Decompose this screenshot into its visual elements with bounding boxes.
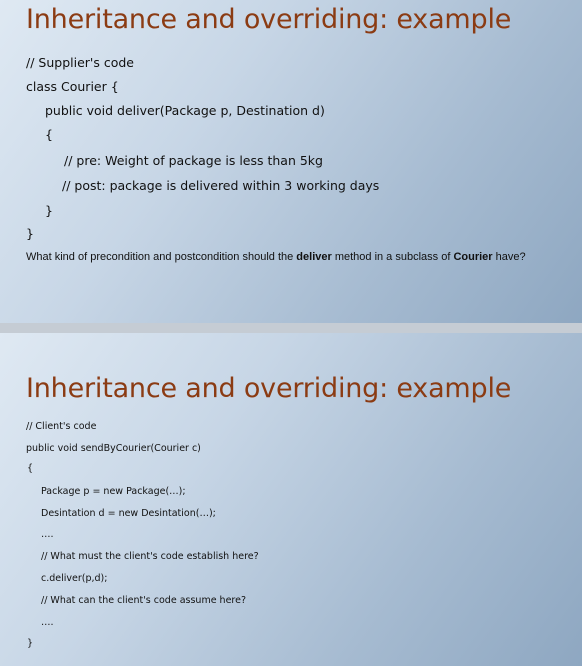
code-comment-supplier: // Supplier's code bbox=[26, 55, 134, 70]
code-open-brace: { bbox=[45, 127, 53, 142]
slide-client-code bbox=[0, 333, 582, 666]
code-package-line: Package p = new Package(…); bbox=[41, 486, 186, 497]
slide-title: Inheritance and overriding: example bbox=[26, 373, 512, 404]
question-part: have? bbox=[492, 251, 526, 263]
slide-supplier-code bbox=[0, 0, 582, 323]
code-assume-comment: // What can the client's code assume here? bbox=[41, 595, 247, 606]
code-method-signature: public void deliver(Package p, Destination d) bbox=[45, 103, 325, 118]
code-ellipsis: …. bbox=[41, 529, 54, 540]
question-text bbox=[26, 252, 556, 263]
slide-title: Inheritance and overriding: example bbox=[26, 4, 512, 35]
code-class-declaration: class Courier { bbox=[26, 79, 119, 94]
code-establish-comment: // What must the client's code establish here? bbox=[41, 551, 259, 562]
code-open-brace: { bbox=[27, 463, 34, 474]
code-close-brace-class: } bbox=[26, 226, 34, 241]
code-comment-client: // Client's code bbox=[26, 421, 97, 432]
code-postcondition: // post: package is delivered within 3 working days bbox=[62, 178, 380, 193]
code-deliver-call: c.deliver(p,d); bbox=[41, 573, 108, 584]
code-destination-line: Desintation d = new Desintation(…); bbox=[41, 508, 216, 519]
code-method-signature: public void sendByCourier(Courier c) bbox=[26, 443, 201, 454]
code-close-brace: } bbox=[27, 638, 34, 649]
question-class-name: Courier bbox=[453, 251, 493, 263]
question-part: method in a subclass of bbox=[331, 251, 454, 263]
slide-separator bbox=[0, 323, 582, 333]
code-close-brace-method: } bbox=[45, 203, 53, 218]
question-method-name: deliver bbox=[296, 251, 332, 263]
question-part: What kind of precondition and postcondition should the bbox=[26, 251, 297, 263]
code-precondition: // pre: Weight of package is less than 5kg bbox=[64, 153, 323, 168]
code-ellipsis: …. bbox=[41, 617, 54, 628]
